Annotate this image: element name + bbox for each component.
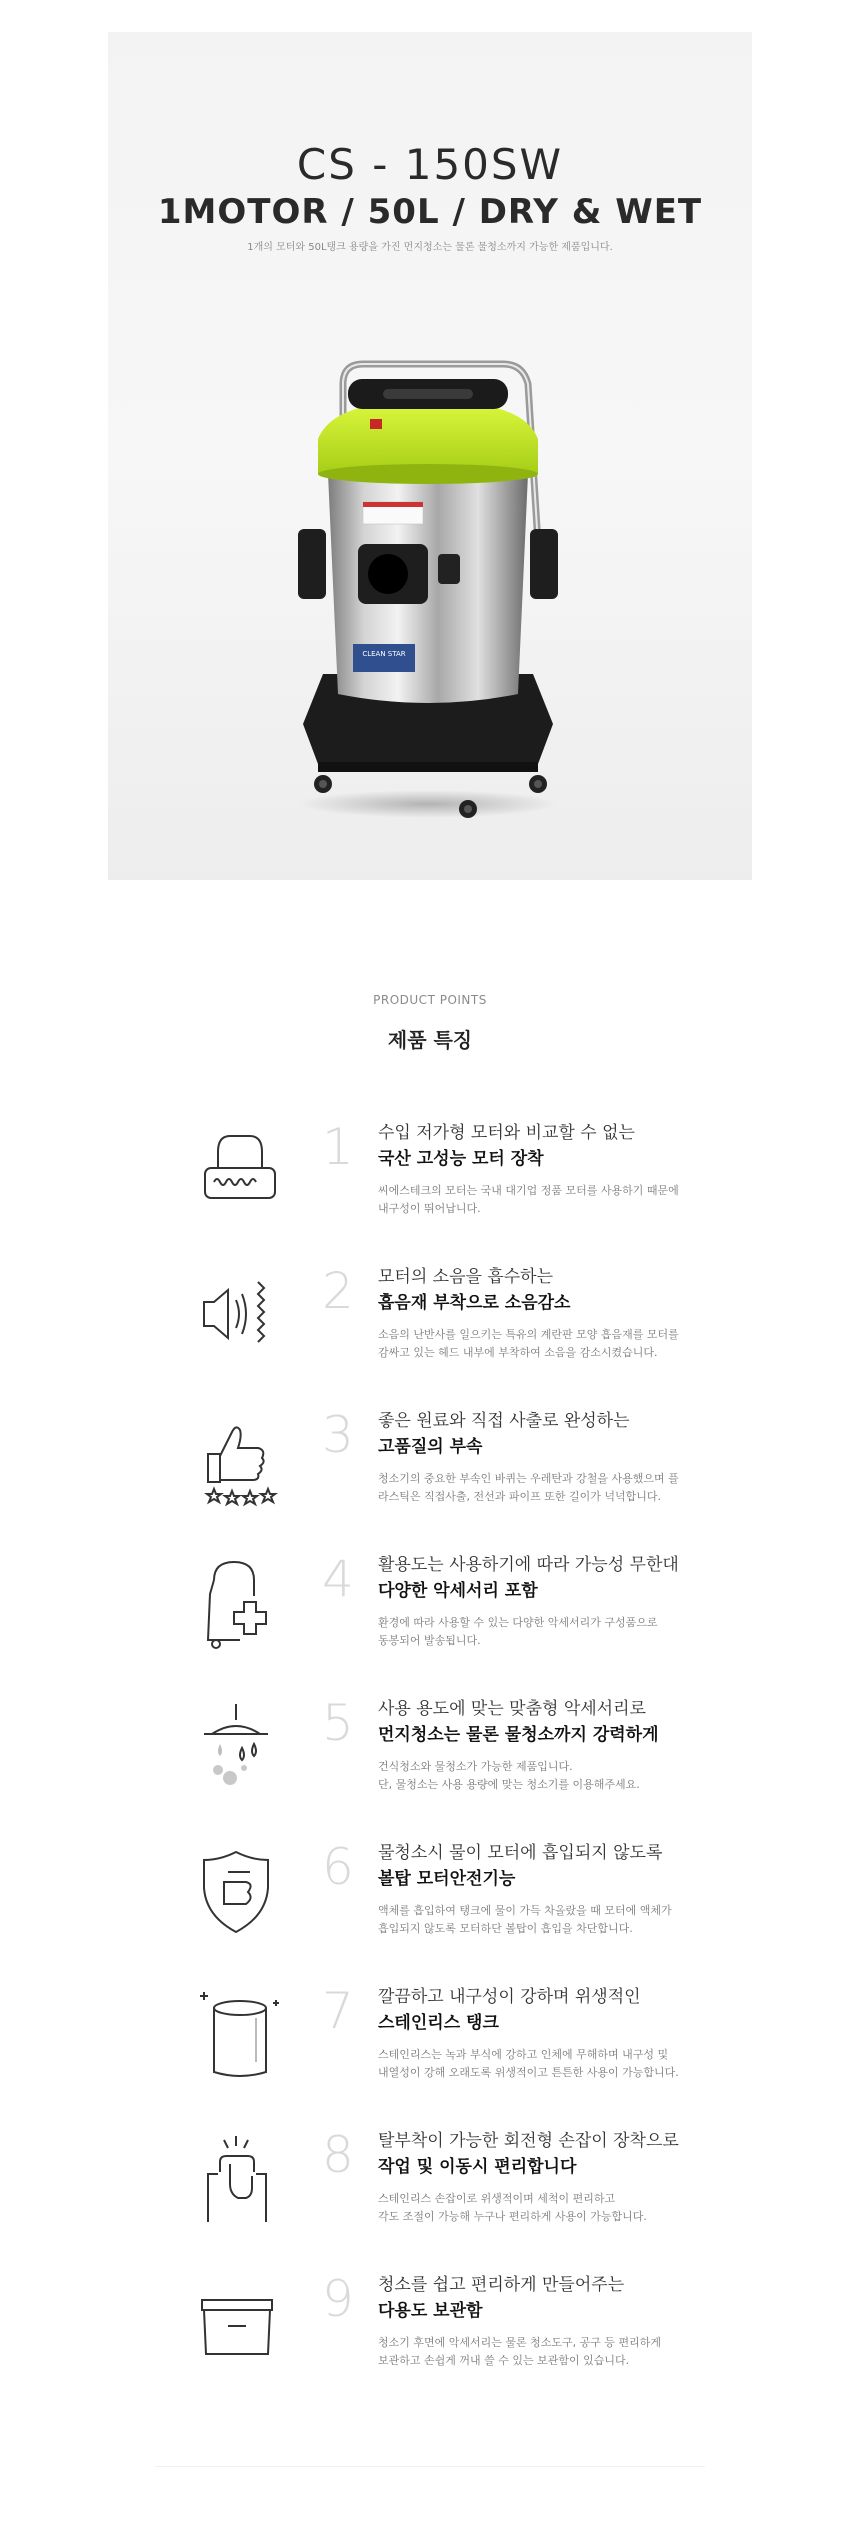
hero-banner [108,32,752,880]
feature-item [190,2270,710,2400]
section-label: PRODUCT POINTS [373,993,487,1007]
feature-item [190,1982,710,2112]
feature-number: 1 [322,1118,354,1176]
feature-subtitle: 모터의 소음을 흡수하는 [378,1267,554,1287]
feature-title: 먼지청소는 물론 물청소까지 강력하게 [378,1725,659,1745]
feature-description: 청소기의 중요한 부속인 바퀴는 우레탄과 강철을 사용했으며 플 라스틱은 직접사출, 전선과 파이프 또한 길이가 넉넉합니다. [378,1472,679,1503]
feature-item [190,1838,710,1968]
divider [155,2466,705,2467]
shield-icon [190,1838,290,1948]
feature-description: 환경에 따라 사용할 수 있는 다양한 악세서리가 구성품으로 동봉되어 발송됩니다. [378,1616,658,1647]
feature-item [190,1550,710,1680]
sound-icon [190,1262,290,1372]
feature-number: 9 [322,2270,354,2328]
feature-description: 씨에스테크의 모터는 국내 대기업 정품 모터를 사용하기 때문에 내구성이 뛰어납니다. [378,1184,679,1215]
feature-subtitle: 물청소시 물이 모터에 흡입되지 않도록 [378,1843,663,1863]
feature-description: 청소기 후면에 악세서리는 물론 청소도구, 공구 등 편리하게 보관하고 손쉽게 꺼내 쓸 수 있는 보관함이 있습니다. [378,2336,661,2367]
feature-item [190,1262,710,1392]
accessory-icon [190,1550,290,1660]
feature-description: 스테인리스 손잡이로 위생적이며 세척이 편리하고 각도 조절이 가능해 누구나 편리하게 사용이 가능합니다. [378,2192,647,2223]
feature-number: 7 [322,1982,354,2040]
feature-number: 4 [322,1550,354,1608]
feature-title: 흡음재 부착으로 소음감소 [378,1293,571,1313]
feature-title: 고품질의 부속 [378,1437,483,1457]
motor-icon [190,1118,290,1228]
feature-description: 건식청소와 물청소가 가능한 제품입니다. 단, 물청소는 사용 용량에 맞는 청소기를 이용해주세요. [378,1760,640,1791]
feature-subtitle: 좋은 원료와 직접 사출로 완성하는 [378,1411,630,1431]
storage-box-icon [190,2270,290,2380]
model-spec: 1MOTOR / 50L / DRY & WET [157,192,703,232]
feature-title: 다양한 악세서리 포함 [378,1581,538,1601]
feature-title: 국산 고성능 모터 장착 [378,1149,544,1169]
feature-title: 볼탑 모터안전기능 [378,1869,516,1889]
brand-label: CLEAN STAR [362,650,406,658]
feature-item [190,1406,710,1536]
section-title: 제품 특징 [387,1028,473,1052]
feature-subtitle: 수입 저가형 모터와 비교할 수 없는 [378,1123,635,1143]
feature-number: 6 [322,1838,354,1896]
feature-description: 액체를 흡입하여 탱크에 물이 가득 차올랐을 때 모터에 액체가 흡입되지 않도록 모터하단 볼탑이 흡입을 차단합니다. [378,1904,672,1935]
feature-description: 스테인리스는 녹과 부식에 강하고 인체에 무해하며 내구성 및 내열성이 강해 오래도록 위생적이고 튼튼한 사용이 가능합니다. [378,2048,679,2079]
feature-item [190,1694,710,1824]
feature-number: 3 [322,1406,354,1464]
feature-item [190,1118,710,1248]
wet-dry-icon [190,1694,290,1804]
feature-number: 5 [322,1694,354,1752]
feature-subtitle: 활용도는 사용하기에 따라 가능성 무한대 [378,1555,679,1575]
feature-subtitle: 깔끔하고 내구성이 강하며 위생적인 [378,1987,641,2007]
feature-item [190,2126,710,2256]
feature-subtitle: 청소를 쉽고 편리하게 만들어주는 [378,2275,625,2295]
feature-subtitle: 탈부착이 가능한 회전형 손잡이 장착으로 [378,2131,679,2151]
vacuum-cleaner-image [288,344,568,824]
feature-description: 소음의 난반사를 일으키는 특유의 계란판 모양 흡음재를 모터를 감싸고 있는 헤드 내부에 부착하여 소음을 감소시켰습니다. [378,1328,679,1359]
handle-icon [190,2126,290,2236]
hero-description: 1개의 모터와 50L탱크 용량을 가진 먼지청소는 물론 물청소까지 가능한 제품입니다. [247,242,613,253]
feature-number: 2 [322,1262,354,1320]
feature-title: 다용도 보관함 [378,2301,483,2321]
model-name: CS - 150SW [296,140,564,189]
feature-subtitle: 사용 용도에 맞는 맞춤형 악세서리로 [378,1699,646,1719]
thumbs-up-icon [190,1406,290,1516]
tank-icon [190,1982,290,2092]
feature-number: 8 [322,2126,354,2184]
feature-title: 스테인리스 탱크 [378,2013,499,2033]
feature-title: 작업 및 이동시 편리합니다 [378,2157,577,2177]
